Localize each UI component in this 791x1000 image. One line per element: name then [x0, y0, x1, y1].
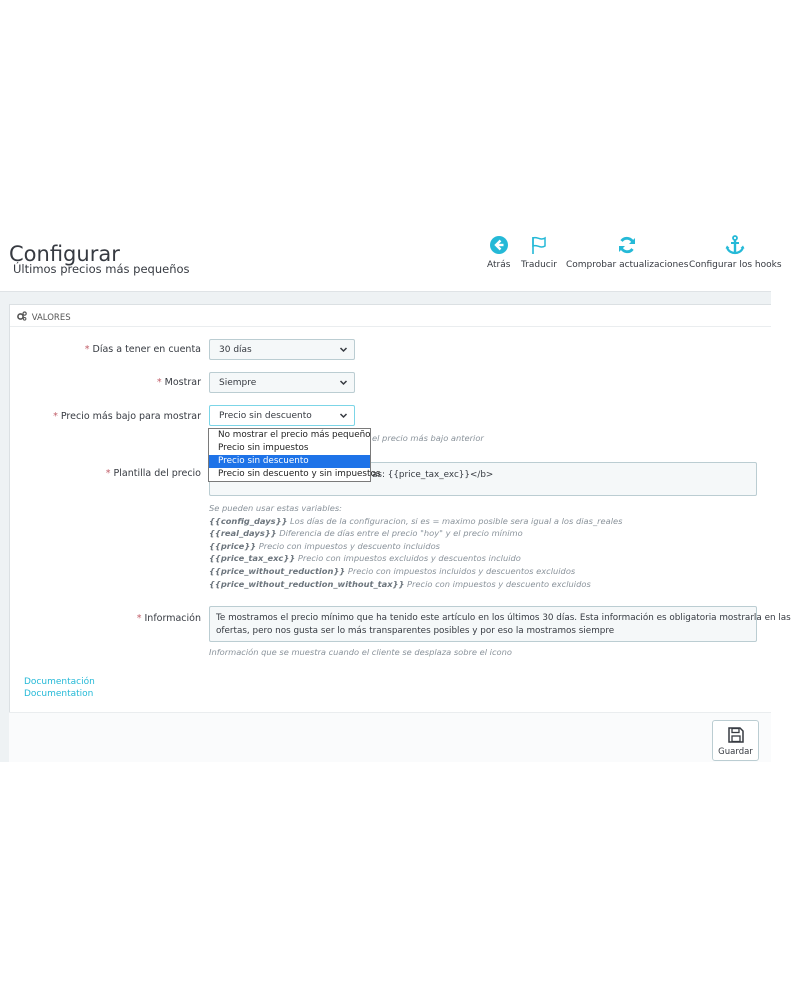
- back-label: Atrás: [487, 260, 511, 270]
- plantilla-textarea-value: as: {{price_tax_exc}}</b>: [372, 470, 494, 480]
- save-button[interactable]: [712, 720, 759, 761]
- dias-select-value: 30 días: [219, 345, 252, 355]
- precio-option-selected[interactable]: Precio sin descuento: [209, 455, 370, 468]
- dias-label: * Días a tener en cuenta: [84, 344, 201, 355]
- required-asterisk: *: [53, 411, 58, 422]
- var-line: {{price_tax_exc}} Precio con impuestos excluidos y descuentos incluido: [209, 553, 521, 564]
- mostrar-select-value: Siempre: [219, 378, 257, 388]
- precio-option[interactable]: No mostrar el precio más pequeño: [218, 430, 371, 440]
- panel-heading-label: VALORES: [31, 313, 71, 323]
- panel-heading: [10, 305, 771, 327]
- precio-help: el precio más bajo anterior: [372, 433, 484, 443]
- anchor-icon: [724, 234, 746, 256]
- mostrar-label: * Mostrar: [156, 377, 201, 388]
- informacion-textarea[interactable]: [209, 606, 791, 642]
- precio-dropdown: [208, 428, 381, 482]
- back-circle-icon: [488, 234, 510, 256]
- chevron-down-icon: [339, 345, 348, 354]
- page-subtitle: Últimos precios más pequeños: [13, 262, 190, 276]
- informacion-text-line: ofertas, pero nos gusta ser lo más transparentes posibles y por eso la mostramos siempre: [216, 626, 615, 636]
- chevron-down-icon: [339, 411, 348, 420]
- var-line: {{price_without_reduction_without_tax}} Precio con impuestos y descuento excluidos: [209, 578, 591, 589]
- var-line: {{price}} Precio con impuestos y descuento incluidos: [209, 540, 440, 551]
- precio-option[interactable]: Precio sin descuento y sin impuestos: [218, 469, 381, 479]
- back-button[interactable]: [487, 234, 510, 270]
- informacion-text-line: Te mostramos el precio mínimo que ha tenido este artículo en los últimos 30 días. Esta información es obligatoria mostrarla en las: [216, 613, 791, 623]
- informacion-help: Información que se muestra cuando el cliente se desplaza sobre el icono: [209, 647, 512, 657]
- var-line: {{real_days}} Diferencia de días entre el precio "hoy" y el precio mínimo: [209, 528, 523, 539]
- page-title: Configurar: [9, 242, 120, 266]
- mostrar-select[interactable]: [209, 372, 355, 393]
- flag-icon: [528, 234, 550, 256]
- plantilla-variables-help: [209, 502, 622, 590]
- translate-button[interactable]: [521, 234, 557, 270]
- translate-label: Traducir: [521, 260, 557, 270]
- required-asterisk: *: [156, 377, 162, 388]
- check-updates-button[interactable]: [566, 234, 688, 270]
- save-label: Guardar: [718, 747, 753, 757]
- plantilla-label: * Plantilla del precio: [105, 468, 201, 479]
- required-asterisk: *: [105, 468, 111, 479]
- required-asterisk: *: [136, 613, 142, 624]
- precio-option[interactable]: Precio sin impuestos: [218, 443, 309, 453]
- vars-intro: Se pueden usar estas variables:: [209, 503, 342, 513]
- documentation-es-link[interactable]: Documentación: [24, 677, 95, 687]
- configure-hooks-button[interactable]: [689, 234, 782, 270]
- precio-select-value: Precio sin descuento: [219, 411, 312, 421]
- required-asterisk: *: [84, 344, 90, 355]
- dias-select[interactable]: [209, 339, 355, 360]
- check-updates-label: Comprobar actualizaciones: [566, 260, 689, 270]
- precio-select[interactable]: [209, 405, 355, 426]
- panel-footer: [9, 712, 771, 762]
- var-line: {{price_without_reduction}} Precio con impuestos incluidos y descuentos excluidos: [209, 565, 576, 576]
- configure-hooks-label: Configurar los hooks: [689, 260, 782, 270]
- cogs-icon: [17, 311, 27, 321]
- refresh-icon: [616, 234, 638, 256]
- documentation-en-link[interactable]: Documentation: [24, 689, 94, 699]
- var-line: {{config_days}} Los días de la configuracion, si es = maximo posible sera igual a los dias_reales: [209, 515, 623, 526]
- informacion-label: * Información: [136, 613, 201, 624]
- page-header: [0, 226, 782, 292]
- chevron-down-icon: [339, 378, 348, 387]
- precio-label: * Precio más bajo para mostrar: [53, 411, 201, 422]
- floppy-disk-icon: [727, 726, 745, 744]
